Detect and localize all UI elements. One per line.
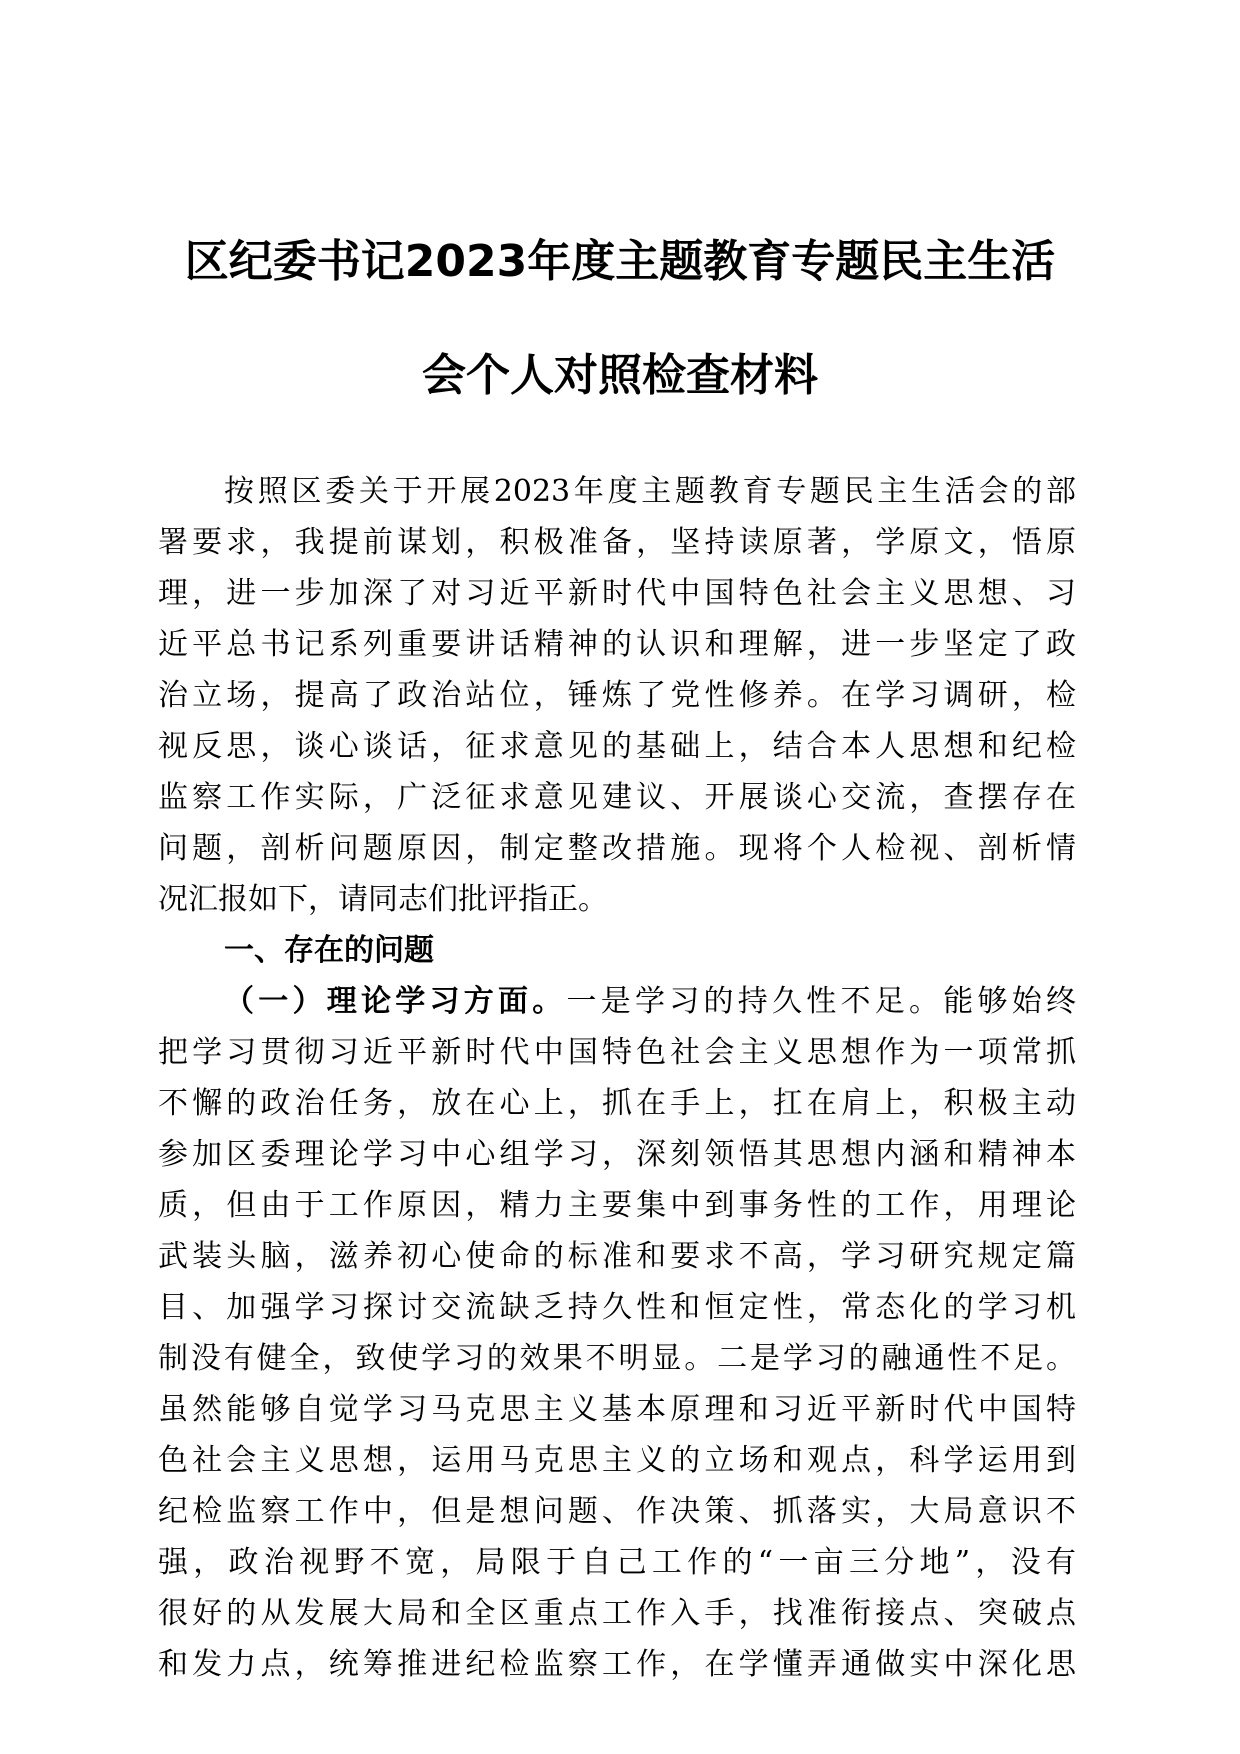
intro-line: 问题，剖析问题原因，制定整改措施。现将个人检视、剖析情 [158, 831, 1076, 866]
body-line: 质，但由于工作原因，精力主要集中到事务性的工作，用理论 [158, 1188, 1076, 1223]
body-line: 武装头脑，滋养初心使命的标准和要求不高，学习研究规定篇 [158, 1239, 1076, 1274]
body-line: 色社会主义思想，运用马克思主义的立场和观点，科学运用到 [158, 1443, 1076, 1478]
body-line: 纪检监察工作中，但是想问题、作决策、抓落实，大局意识不 [158, 1494, 1076, 1529]
document-body [158, 466, 1076, 1690]
body-line: 虽然能够自觉学习马克思主义基本原理和习近平新时代中国特 [158, 1392, 1076, 1427]
body-line: 目、加强学习探讨交流缺乏持久性和恒定性，常态化的学习机 [158, 1290, 1076, 1325]
document-title-line-1: 区纪委书记2023年度主题教育专题民主生活 [184, 236, 1056, 287]
intro-line: 治立场，提高了政治站位，锤炼了党性修养。在学习调研，检 [158, 678, 1076, 713]
body-line: 不懈的政治任务，放在心上，抓在手上，扛在肩上，积极主动 [158, 1086, 1076, 1121]
intro-line: 署要求，我提前谋划，积极准备，坚持读原著，学原文，悟原 [158, 525, 1076, 560]
body-line: 强，政治视野不宽，局限于自己工作的“一亩三分地”，没有 [158, 1545, 1076, 1580]
body-line: 制没有健全，致使学习的效果不明显。二是学习的融通性不足。 [158, 1341, 1076, 1376]
subsection-label-theory-study: （一）理论学习方面。 [224, 984, 567, 1019]
document-title-line-2: 会个人对照检查材料 [422, 350, 818, 401]
intro-line: 视反思，谈心谈话，征求意见的基础上，结合本人思想和纪检 [158, 729, 1076, 764]
intro-line: 近平总书记系列重要讲话精神的认识和理解，进一步坚定了政 [158, 627, 1076, 662]
intro-line: 按照区委关于开展2023年度主题教育专题民主生活会的部 [224, 474, 1076, 509]
subsection-first-line [158, 976, 1076, 1027]
section-heading-problems: 一、存在的问题 [224, 933, 434, 968]
intro-line: 理，进一步加深了对习近平新时代中国特色社会主义思想、习 [158, 576, 1076, 611]
body-line: 和发力点，统筹推进纪检监察工作，在学懂弄通做实中深化思 [158, 1647, 1076, 1682]
subsection-first-line-text: 一是学习的持久性不足。能够始终 [566, 984, 1076, 1019]
body-line: 很好的从发展大局和全区重点工作入手，找准衔接点、突破点 [158, 1596, 1076, 1631]
intro-line: 监察工作实际，广泛征求意见建议、开展谈心交流，查摆存在 [158, 780, 1076, 815]
body-line: 把学习贯彻习近平新时代中国特色社会主义思想作为一项常抓 [158, 1035, 1076, 1070]
body-line: 参加区委理论学习中心组学习，深刻领悟其思想内涵和精神本 [158, 1137, 1076, 1172]
intro-line: 况汇报如下，请同志们批评指正。 [158, 882, 608, 917]
